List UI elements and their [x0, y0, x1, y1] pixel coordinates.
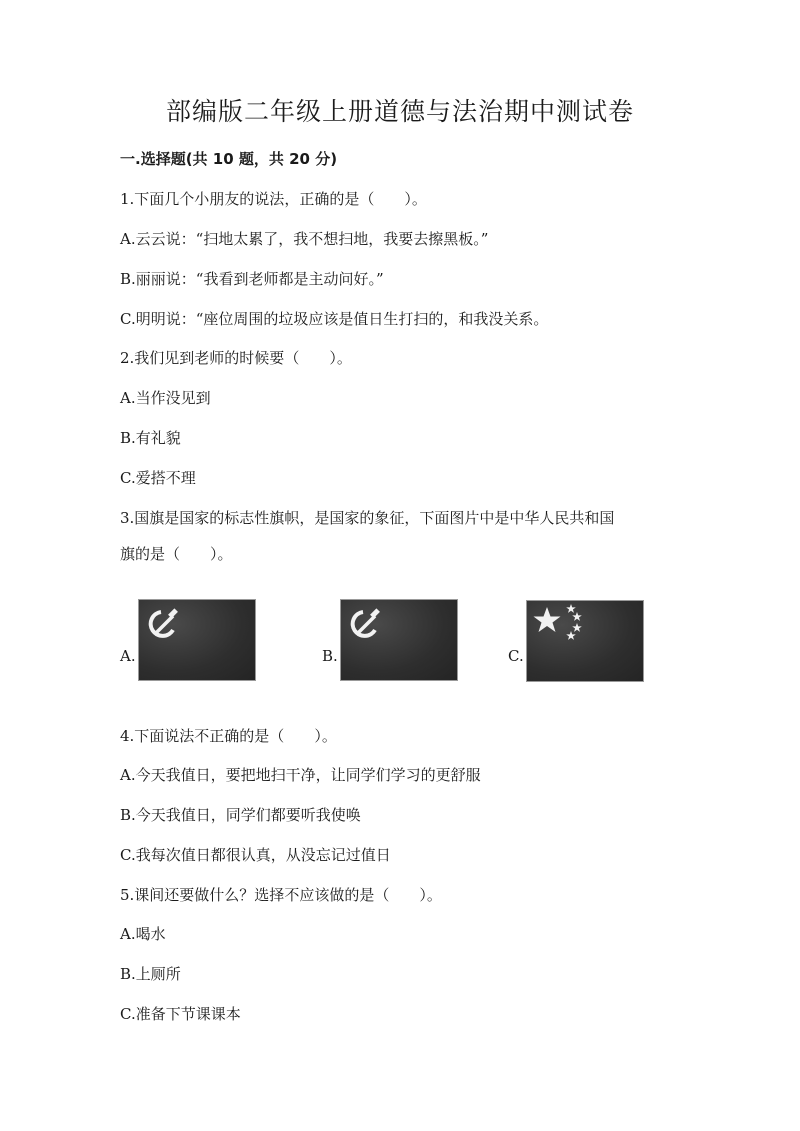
- question-1-option-a: A.云云说：“扫地太累了，我不想扫地，我要去擦黑板。”: [120, 230, 489, 248]
- question-5-option-b: B.上厕所: [120, 965, 181, 983]
- hammer-sickle-flag-icon: [138, 599, 256, 681]
- hammer-sickle-flag-icon: [340, 599, 458, 681]
- question-1-stem: 1.下面几个小朋友的说法，正确的是（ ）。: [120, 190, 427, 208]
- page-title: 部编版二年级上册道德与法治期中测试卷: [165, 97, 634, 126]
- question-5-option-c: C.准备下节课课本: [120, 1005, 241, 1023]
- question-3-option-b-label: B.: [322, 647, 338, 665]
- question-4-stem: 4.下面说法不正确的是（ ）。: [120, 727, 337, 745]
- question-4-option-c: C.我每次值日都很认真，从没忘记过值日: [120, 846, 391, 864]
- question-2-option-b: B.有礼貌: [120, 429, 181, 447]
- question-1-option-b: B.丽丽说：“我看到老师都是主动问好。”: [120, 270, 384, 288]
- question-3-option-a-label: A.: [120, 647, 136, 665]
- five-star-flag-icon: [526, 600, 644, 682]
- question-4-option-a: A.今天我值日，要把地扫干净，让同学们学习的更舒服: [120, 766, 481, 784]
- question-3-option-c-label: C.: [508, 647, 524, 665]
- question-3-stem-line-2: 旗的是（ ）。: [120, 545, 233, 563]
- section-heading: 一.选择题(共 10 题，共 20 分): [120, 150, 338, 168]
- question-2-stem: 2.我们见到老师的时候要（ ）。: [120, 349, 352, 367]
- question-2-option-a: A.当作没见到: [120, 389, 211, 407]
- question-4-option-b: B.今天我值日，同学们都要听我使唤: [120, 806, 361, 824]
- question-3-stem-line-1: 3.国旗是国家的标志性旗帜，是国家的象征，下面图片中是中华人民共和国: [120, 509, 615, 527]
- question-5-stem: 5.课间还要做什么？选择不应该做的是（ ）。: [120, 886, 442, 904]
- question-1-option-c: C.明明说：“座位周围的垃圾应该是值日生打扫的，和我没关系。: [120, 310, 549, 328]
- question-2-option-c: C.爱搭不理: [120, 469, 196, 487]
- question-5-option-a: A.喝水: [120, 925, 166, 943]
